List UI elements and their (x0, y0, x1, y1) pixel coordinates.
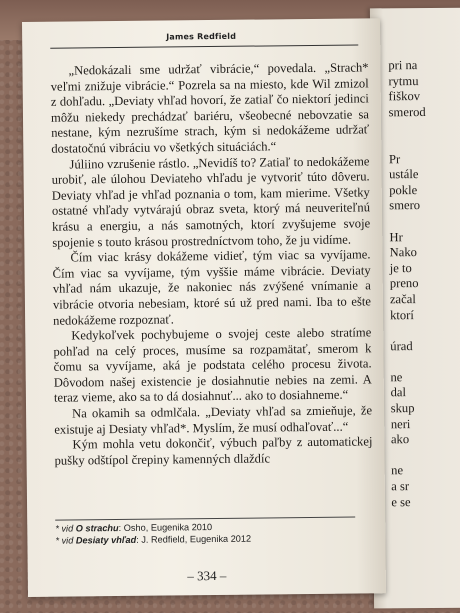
left-page (22, 18, 386, 597)
right-page-line: rytmu (388, 73, 419, 88)
right-page-line: neri (390, 416, 411, 431)
right-page-line: Hr (389, 229, 403, 244)
footnote-title: Desiaty vhľad (75, 534, 137, 545)
footnote-title: O strachu (75, 523, 119, 534)
right-page-line: ako (390, 432, 410, 447)
right-page-line: e se (391, 494, 411, 509)
footnote-text: : J. Redfield, Eugenika 2012 (136, 533, 252, 545)
right-page-line (389, 136, 460, 152)
page-number: – 334 – (187, 567, 227, 584)
right-page-line: úrad (390, 338, 413, 353)
right-page-text (388, 58, 460, 511)
right-page-line: pokle (389, 182, 418, 198)
right-page-line: dal (390, 385, 407, 400)
paragraph: Júliino vzrušenie rástlo. „Nevidíš to? Zatiaľ to nedokážeme urobiť, ale úlohou Deviateho vhľadu je vytvoriť túto dôveru. Deviaty vhľad je vhľad poznania o tom, kam mierime. Všetky ostatné vhľady vytvárajú obraz sveta, ktorý má neuveriteľnú krásu a energiu, a nás samotných, ktorí zvyšujeme svoje spojenie s touto krásou prostredníctvom toho, že ju vidíme. (51, 153, 371, 250)
right-page-line (389, 120, 460, 136)
right-page-line: ne (390, 370, 403, 385)
right-page-line: a sr (391, 479, 410, 494)
paragraph: Kým mohla vetu dokončiť, výbuch paľby z automatickej pušky odštípol črepiny kamenných dlaždíc (54, 434, 373, 468)
paragraph: Na okamih sa odmlčala. „Deviaty vhľad sa zmieňuje, že existuje aj Desiaty vhľad*. Myslím, že musí odhaľovať...“ (54, 403, 373, 437)
right-page-line: smero (389, 198, 421, 213)
running-header: James Redfield (166, 31, 237, 42)
header-rule (50, 44, 358, 48)
right-page-line: smerod (388, 104, 426, 120)
right-page-line: ustále (389, 167, 419, 182)
right-page-line: fiškov (388, 89, 421, 104)
right-page-line: Pr (388, 151, 401, 166)
right-page-line: je to (389, 260, 412, 275)
footnote (55, 532, 373, 547)
right-page-line (389, 213, 460, 229)
right-page-line (391, 447, 460, 463)
paragraph: „Nedokázali sme udržať vibrácie,“ povedala. „Strach* veľmi znižuje vibrácie.“ Pozrela sa na miesto, kde Wil zmizol z dohľadu. „Deviaty vhľad hovorí, že zatiaľ čo niektorí jedinci môžu niekedy prechádzať bariéru, všeobecné nebovzatie sa nestane, kým nezrušíme strach, kým si nedokážeme udržať dostatočnú vibráciu vo všetkých situáciách.“ (50, 60, 370, 156)
body-text (50, 60, 372, 469)
right-page-line (390, 323, 460, 339)
footnote-text: : Osho, Eugenika 2010 (118, 522, 213, 534)
paragraph: Kedykoľvek pochybujeme o svojej ceste alebo stratíme pohľad na celý proces, musíme sa rozpamätať, smerom k čomu sa vyvíjame, aká je podstata celého procesu života. Dôvodom našej existencie je dosiahnutie nebies na zemi. A teraz vieme, ako sa to dá dosiahnuť... ako to dosiahneme.“ (53, 325, 372, 406)
footnotes (55, 520, 373, 546)
paragraph: Čím viac krásy dokážeme vidieť, tým viac sa vyvíjame. Čím viac sa vyvíjame, tým vyššie máme vibrácie. Deviaty vhľad nám ukazuje, že nakoniec nás zvýšené vnímanie a vibrácie otvoria nebesiam, ktoré sú už pred nami. Iba to ešte nedokážeme rozpoznať. (52, 247, 372, 328)
right-page-line: skup (390, 401, 415, 416)
footnote-marker: * vid (55, 534, 76, 546)
right-page-line: pri na (388, 58, 418, 73)
footnote-marker: * vid (55, 523, 76, 534)
right-page-line: ktorí (389, 307, 414, 322)
right-page-line: začal (389, 291, 416, 307)
right-page-line: preno (389, 276, 419, 291)
right-page-line: Nako (389, 245, 417, 260)
right-page-line (390, 354, 460, 370)
right-page-line: ne (391, 463, 404, 478)
